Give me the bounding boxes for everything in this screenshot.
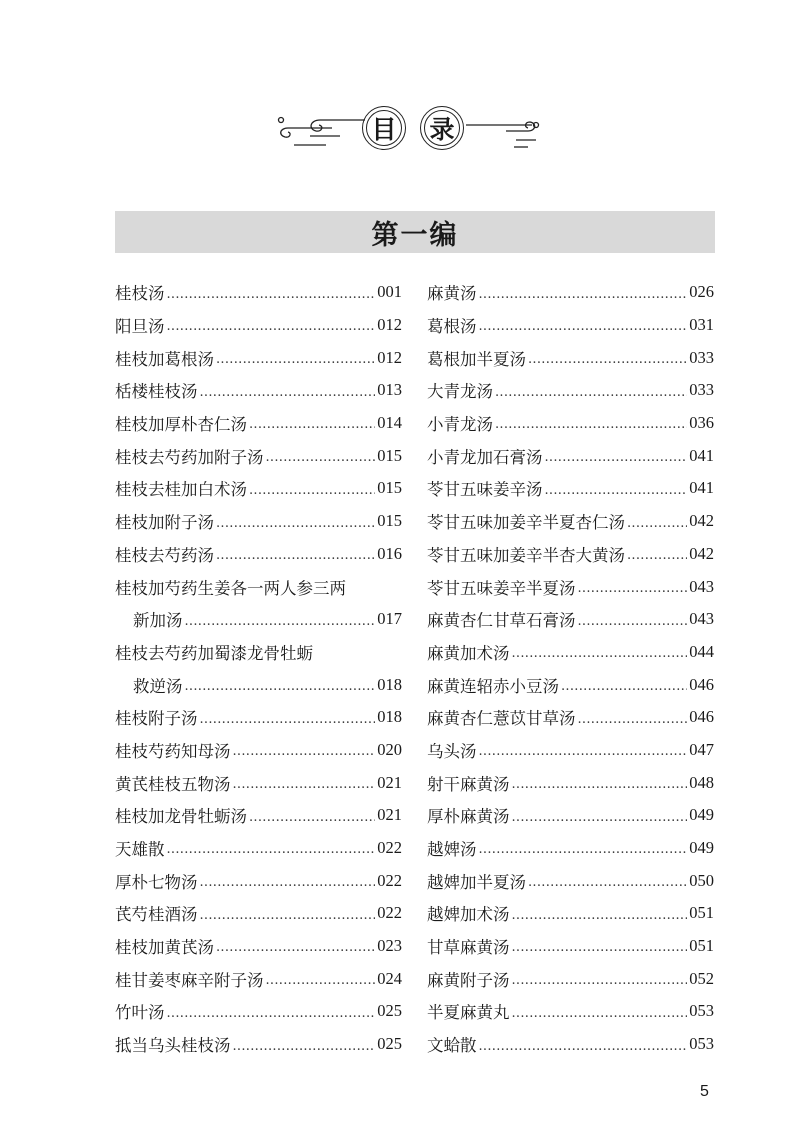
toc-entry[interactable]	[115, 341, 402, 374]
toc-entry[interactable]	[427, 962, 714, 995]
toc-entry[interactable]	[115, 897, 402, 930]
toc-entry-title: 麻黄加术汤	[427, 643, 510, 663]
toc-entry-page: 012	[377, 347, 402, 367]
toc-leader-dots	[578, 615, 688, 636]
toc-entry[interactable]	[115, 374, 402, 407]
section-title: 第一编	[115, 211, 715, 253]
toc-entry-page: 043	[689, 576, 714, 596]
toc-leader-dots	[479, 745, 688, 766]
toc-leader-dots	[200, 713, 376, 734]
toc-entry-title: 新加汤	[133, 611, 183, 631]
toc-entry[interactable]	[427, 505, 714, 538]
toc-entry-title: 竹叶汤	[115, 1003, 165, 1023]
toc-entry-page: 052	[689, 968, 714, 988]
toc-entry-title: 小青龙加石膏汤	[427, 447, 543, 467]
toc-entry-page: 015	[377, 511, 402, 531]
toc-entry-title: 越婢汤	[427, 840, 477, 860]
toc-leader-dots	[479, 1040, 688, 1061]
toc-leader-dots	[185, 680, 376, 701]
toc-entry-page: 041	[689, 445, 714, 465]
toc-leader-dots	[185, 615, 376, 636]
toc-entry[interactable]	[115, 832, 402, 865]
toc-entry-page: 042	[689, 511, 714, 531]
toc-entry[interactable]	[115, 472, 402, 505]
toc-entry-title: 苓甘五味加姜辛半夏杏仁汤	[427, 513, 625, 533]
toc-entry-title: 抵当乌头桂枝汤	[115, 1036, 231, 1056]
toc-entry-page: 001	[377, 282, 402, 302]
toc-entry-page: 051	[689, 903, 714, 923]
toc-leader-dots	[512, 811, 688, 832]
toc-entry-page: 050	[689, 870, 714, 890]
toc-entry[interactable]	[115, 570, 402, 603]
toc-entry[interactable]	[427, 603, 714, 636]
toc-entry-page: 015	[377, 478, 402, 498]
toc-entry[interactable]	[115, 995, 402, 1028]
toc-leader-dots	[167, 843, 376, 864]
toc-entry[interactable]	[427, 930, 714, 963]
toc-entry[interactable]	[115, 505, 402, 538]
toc-entry-page: 014	[377, 413, 402, 433]
toc-leader-dots	[249, 811, 375, 832]
toc-entry[interactable]	[427, 897, 714, 930]
toc-entry-page: 036	[689, 413, 714, 433]
toc-entry-page: 031	[689, 315, 714, 335]
toc-leader-dots	[627, 517, 687, 538]
toc-entry-title: 苓甘五味姜辛半夏汤	[427, 578, 576, 598]
toc-leader-dots	[512, 778, 688, 799]
toc-entry[interactable]	[427, 276, 714, 309]
toc-entry[interactable]	[427, 701, 714, 734]
toc-entry-page: 044	[689, 641, 714, 661]
toc-leader-dots	[200, 909, 376, 930]
toc-leader-dots	[528, 353, 687, 374]
toc-entry-title: 桂枝加附子汤	[115, 513, 214, 533]
toc-entry-title: 桂枝加黄芪汤	[115, 938, 214, 958]
toc-entry-page: 022	[377, 870, 402, 890]
toc-entry-title: 乌头汤	[427, 741, 477, 761]
toc-entry[interactable]	[427, 766, 714, 799]
toc-entry-title: 越婢加半夏汤	[427, 872, 526, 892]
toc-entry-page: 041	[689, 478, 714, 498]
toc-entry[interactable]	[427, 864, 714, 897]
toc-entry[interactable]	[115, 538, 402, 571]
toc-entry-title: 桂枝加龙骨牡蛎汤	[115, 807, 247, 827]
toc-leader-dots	[627, 549, 687, 570]
toc-entry-title: 半夏麻黄丸	[427, 1003, 510, 1023]
toc-entry[interactable]	[427, 439, 714, 472]
toc-entry-title: 越婢加术汤	[427, 905, 510, 925]
toc-leader-dots	[216, 549, 375, 570]
toc-entry-page: 017	[377, 609, 402, 629]
toc-entry-page: 016	[377, 543, 402, 563]
toc-entry-page: 025	[377, 1034, 402, 1054]
toc-entry[interactable]	[427, 309, 714, 342]
toc-entry[interactable]	[115, 636, 402, 669]
toc-leader-dots	[233, 1040, 376, 1061]
toc-entry-title: 葛根加半夏汤	[427, 349, 526, 369]
toc-entry-title: 射干麻黄汤	[427, 774, 510, 794]
toc-entry-page: 051	[689, 936, 714, 956]
toc-leader-dots	[545, 451, 688, 472]
toc-entry-page: 053	[689, 1034, 714, 1054]
toc-entry[interactable]	[115, 276, 402, 309]
toc-entry[interactable]	[427, 374, 714, 407]
toc-column-right	[427, 276, 714, 1061]
toc-entry-title: 厚朴七物汤	[115, 872, 198, 892]
toc-leader-dots	[167, 288, 376, 309]
toc-entry-title: 葛根汤	[427, 317, 477, 337]
toc-entry-page: 015	[377, 445, 402, 465]
toc-entry[interactable]	[427, 799, 714, 832]
toc-entry[interactable]	[427, 472, 714, 505]
toc-entry-title: 厚朴麻黄汤	[427, 807, 510, 827]
toc-entry[interactable]	[115, 407, 402, 440]
toc-entry-page: 042	[689, 543, 714, 563]
toc-entry[interactable]	[115, 603, 402, 636]
toc-leader-dots	[512, 974, 688, 995]
toc-entry-page: 025	[377, 1001, 402, 1021]
toc-entry-page: 018	[377, 674, 402, 694]
toc-entry[interactable]	[115, 734, 402, 767]
toc-entry[interactable]	[115, 668, 402, 701]
toc-entry[interactable]	[115, 766, 402, 799]
toc-entry-title: 小青龙汤	[427, 415, 493, 435]
toc-entry-title: 麻黄杏仁薏苡甘草汤	[427, 709, 576, 729]
toc-entry-page: 022	[377, 903, 402, 923]
toc-entry-title: 麻黄杏仁甘草石膏汤	[427, 611, 576, 631]
page-number: 5	[700, 1083, 709, 1100]
toc-entry-title: 桂枝加厚朴杏仁汤	[115, 415, 247, 435]
toc-entry-page: 048	[689, 772, 714, 792]
toc-leader-dots	[578, 713, 688, 734]
toc-leader-dots	[479, 320, 688, 341]
toc-entry-title: 天雄散	[115, 840, 165, 860]
toc-entry-title: 苓甘五味姜辛汤	[427, 480, 543, 500]
toc-leader-dots	[216, 353, 375, 374]
toc-entry-title: 桂枝去芍药加蜀漆龙骨牡蛎	[115, 643, 313, 663]
toc-entry-page: 018	[377, 707, 402, 727]
toc-entry-page: 012	[377, 315, 402, 335]
heading-char-mu: 目	[362, 106, 406, 150]
toc-entry-title: 桂枝汤	[115, 284, 165, 304]
toc-leader-dots	[167, 320, 376, 341]
toc-entry-title: 阳旦汤	[115, 317, 165, 337]
toc-entry-page: 013	[377, 380, 402, 400]
toc-entry-page: 021	[377, 805, 402, 825]
toc-entry-title: 桂枝去芍药加附子汤	[115, 447, 264, 467]
toc-leader-dots	[200, 386, 376, 407]
toc-entry[interactable]	[427, 832, 714, 865]
toc-entry-page: 046	[689, 707, 714, 727]
toc-leader-dots	[249, 484, 375, 505]
toc-leader-dots	[167, 1007, 376, 1028]
toc-entry-title: 桂枝加葛根汤	[115, 349, 214, 369]
toc-leader-dots	[512, 941, 688, 962]
toc-entry-page: 046	[689, 674, 714, 694]
cloud-ornament-left	[270, 95, 370, 165]
toc-entry-title: 大青龙汤	[427, 382, 493, 402]
toc-entry[interactable]	[427, 341, 714, 374]
toc-entry[interactable]	[427, 995, 714, 1028]
toc-entry[interactable]	[427, 570, 714, 603]
toc-leader-dots	[233, 745, 376, 766]
toc-entry[interactable]	[427, 407, 714, 440]
toc-entry-title: 桂枝附子汤	[115, 709, 198, 729]
toc-leader-dots	[216, 941, 375, 962]
toc-entry-page: 049	[689, 805, 714, 825]
toc-leader-dots	[512, 1007, 688, 1028]
toc-entry-title: 救逆汤	[133, 676, 183, 696]
toc-leader-dots	[561, 680, 687, 701]
toc-entry-title: 桂甘姜枣麻辛附子汤	[115, 970, 264, 990]
toc-entry-title: 麻黄汤	[427, 284, 477, 304]
toc-entry-page: 020	[377, 739, 402, 759]
toc-entry[interactable]	[427, 668, 714, 701]
toc-entry-page: 023	[377, 936, 402, 956]
toc-entry[interactable]	[115, 439, 402, 472]
toc-entry-page: 024	[377, 968, 402, 988]
toc-leader-dots	[545, 484, 688, 505]
toc-entry-page: 043	[689, 609, 714, 629]
toc-entry-title: 黄芪桂枝五物汤	[115, 774, 231, 794]
toc-entry-title: 桂枝去芍药汤	[115, 545, 214, 565]
cloud-ornament-right	[466, 95, 546, 165]
toc-entry[interactable]	[427, 734, 714, 767]
toc-entry-title: 桂枝芍药知母汤	[115, 741, 231, 761]
toc-entry-title: 苓甘五味加姜辛半杏大黄汤	[427, 545, 625, 565]
toc-leader-dots	[528, 876, 687, 897]
toc-leader-dots	[512, 647, 688, 668]
toc-leader-dots	[512, 909, 688, 930]
toc-entry[interactable]	[427, 1028, 714, 1061]
toc-heading	[270, 95, 540, 165]
toc-entry-title: 麻黄连轺赤小豆汤	[427, 676, 559, 696]
toc-entry-title: 麻黄附子汤	[427, 970, 510, 990]
toc-leader-dots	[479, 843, 688, 864]
toc-entry-page: 022	[377, 838, 402, 858]
toc-leader-dots	[479, 288, 688, 309]
toc-leader-dots	[266, 974, 376, 995]
toc-entry-page: 049	[689, 838, 714, 858]
toc-entry-title: 桂枝加芍药生姜各一两人参三两	[115, 578, 346, 598]
toc-leader-dots	[578, 582, 688, 603]
toc-leader-dots	[266, 451, 376, 472]
toc-leader-dots	[233, 778, 376, 799]
toc-leader-dots	[216, 517, 375, 538]
toc-leader-dots	[495, 418, 687, 439]
toc-leader-dots	[249, 418, 375, 439]
heading-char-lu: 录	[420, 106, 464, 150]
toc-leader-dots	[200, 876, 376, 897]
toc-entry[interactable]	[115, 701, 402, 734]
toc-entry-title: 芪芍桂酒汤	[115, 905, 198, 925]
toc-entry-title: 栝楼桂枝汤	[115, 382, 198, 402]
toc-entry-page: 026	[689, 282, 714, 302]
toc-entry[interactable]	[115, 1028, 402, 1061]
toc-entry[interactable]	[115, 930, 402, 963]
toc-entry-title: 桂枝去桂加白术汤	[115, 480, 247, 500]
toc-leader-dots	[495, 386, 687, 407]
toc-entry[interactable]	[427, 538, 714, 571]
toc-entry-page: 021	[377, 772, 402, 792]
toc-entry[interactable]	[427, 636, 714, 669]
toc-entry-page: 033	[689, 380, 714, 400]
toc-entry-page: 053	[689, 1001, 714, 1021]
toc-entry[interactable]	[115, 309, 402, 342]
toc-entry[interactable]	[115, 799, 402, 832]
toc-entry[interactable]	[115, 864, 402, 897]
toc-entry-page: 047	[689, 739, 714, 759]
toc-entry-page: 033	[689, 347, 714, 367]
toc-entry[interactable]	[115, 962, 402, 995]
toc-column-left	[115, 276, 402, 1061]
toc-entry-title: 文蛤散	[427, 1036, 477, 1056]
toc-entry-title: 甘草麻黄汤	[427, 938, 510, 958]
